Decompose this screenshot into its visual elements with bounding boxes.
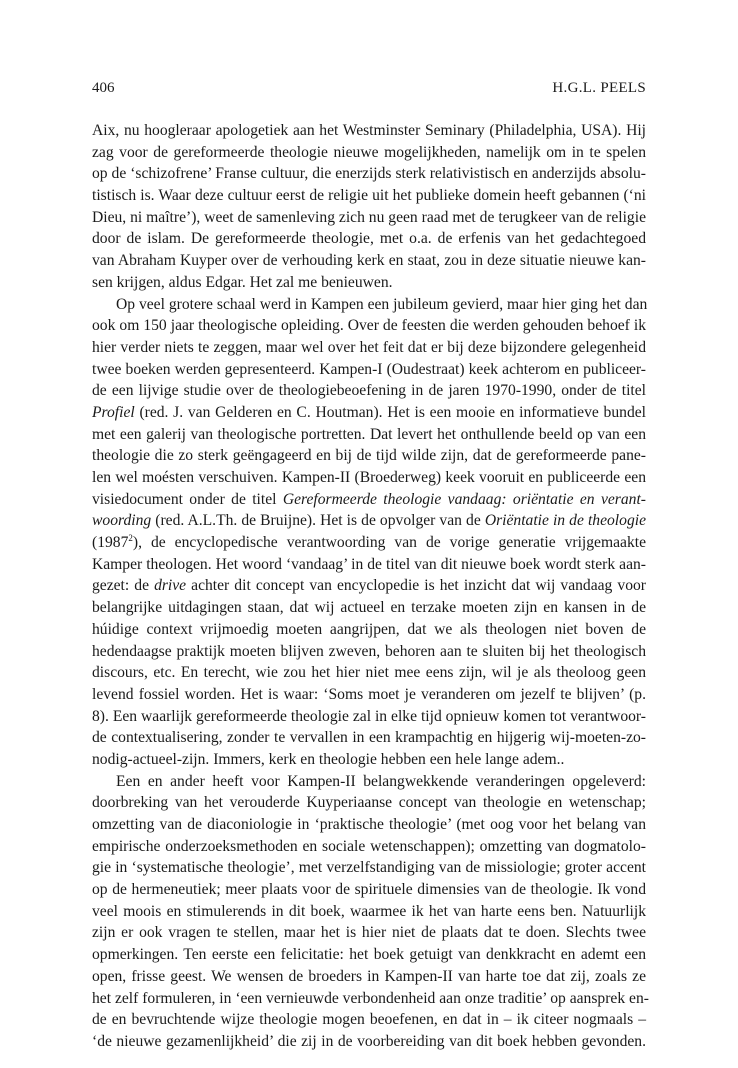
text-line: de en bevruchtende wijze theologie mogen beoefenen, en dat in – ik citeer nogmaals – xyxy=(92,1011,646,1029)
text-line xyxy=(92,532,646,554)
book-title-profiel: Profiel xyxy=(92,403,135,421)
text-line: sen krijgen, aldus Edgar. Het zal me benieuwen. xyxy=(92,273,393,291)
text-line xyxy=(92,510,646,532)
paragraph-first-line: Op veel grotere schaal werd in Kampen een jubileum gevierd, maar hier ging het dan xyxy=(116,295,648,313)
text-line: open, frisse geest. We wensen de broeders in Kampen-II van harte toe dat zij, zoals ze xyxy=(92,967,646,985)
text-line: zag voor de gereformeerde theologie nieuwe mogelijkheden, namelijk om in te spelen xyxy=(92,143,646,161)
text-line: veel moois en stimulerends in dit boek, waarmee ik het van harte eens ben. Natuurlijk xyxy=(92,902,646,920)
text-line: empirische onderzoeksmethoden en sociale wetenschappen); omzetting van dogmatolo- xyxy=(92,837,646,855)
text-line: op de ‘schizofrene’ Franse cultuur, die enerzijds sterk relativistisch en anderzijds absolu- xyxy=(92,165,646,183)
text-line: Aix, nu hoogleraar apologetiek aan het Westminster Seminary (Philadelphia, USA). Hij xyxy=(92,122,646,139)
book-title-orientatie: Oriëntatie in de theologie xyxy=(484,512,646,530)
text-line xyxy=(92,575,646,597)
text-line: het zelf formuleren, in ‘een vernieuwde verbondenheid aan onze traditie’ op aansprek en- xyxy=(92,989,649,1007)
text-line: ‘de nieuwe gezamenlijkheid’ die zij in de voorbereiding van dit boek hebben gevonden. xyxy=(92,1032,646,1050)
text-line: hedendaagse praktijk moeten blijven zweven, behoren aan te sluiten bij het theologisch xyxy=(92,642,646,660)
text-line: nodig-actueel-zijn. Immers, kerk en theologie hebben een hele lange adem.. xyxy=(92,750,565,768)
text-segment: (red. J. van Gelderen en C. Houtman). Het is een mooie en informatieve bundel xyxy=(134,403,646,421)
text-segment: gezet: de xyxy=(92,577,155,595)
edition-superscript: 2 xyxy=(128,533,133,544)
text-line: belangrijke uitdagingen staan, dat wij actueel en terzake moeten zijn en kansen in de xyxy=(92,599,646,617)
text-line: ook om 150 jaar theologische opleiding. Over de feesten die werden gehouden behoef ik xyxy=(92,317,646,335)
text-line: op de hermeneutiek; meer plaats voor de spirituele dimensies van de theologie. Ik vond xyxy=(92,881,646,899)
text-line: len wel moésten verschuiven. Kampen-II (Broederweg) keek vooruit en publiceerde een xyxy=(92,469,646,486)
text-line xyxy=(92,402,646,424)
page-number: 406 xyxy=(92,80,115,96)
text-line: de een lijvige studie over de theologiebeoefening in de jaren 1970-1990, onder de titel xyxy=(92,382,646,400)
text-line: opmerkingen. Ten eerste een felicitatie: het boek getuigt van denkkracht en ademt een xyxy=(92,946,646,964)
text-line: Kamper theologen. Het woord ‘vandaag’ in de titel van dit nieuwe boek wordt sterk aan- xyxy=(92,555,646,573)
text-segment: (red. A.L.Th. de Bruijne). Het is de opvolger van de xyxy=(151,512,485,530)
text-segment: achter dit concept van encyclopedie is het inzicht dat wij vandaag voor xyxy=(186,577,646,595)
text-line: theologie die zo sterk geëngageerd en bij de tijd wilde zijn, dat de gereformeerde pane- xyxy=(92,447,646,465)
text-line: discours, etc. En terecht, wie zou het hier niet mee eens zijn, wil je als theoloog geen xyxy=(92,664,646,682)
paragraph-first-line: Een en ander heeft voor Kampen-II belangwekkende veranderingen opgeleverd: xyxy=(116,772,646,790)
text-line: hier verder niets te zeggen, maar wel over het feit dat er bij deze bijzondere gelegenheid xyxy=(92,338,646,356)
text-line: omzetting van de diaconiologie in ‘praktische theologie’ (met oog voor het belang van xyxy=(92,816,646,833)
book-title-italic: woording xyxy=(92,512,152,530)
text-line: twee boeken werden gepresenteerd. Kampen-I (Oudestraat) keek achterom en publiceer- xyxy=(92,360,646,378)
text-line: 8). Een waarlijk gereformeerde theologie zal in elke tijd opnieuw komen tot verantwoor- xyxy=(92,707,646,725)
text-line: levend fossiel worden. Het is waar: ‘Soms moet je veranderen om jezelf te blijven’ (p. xyxy=(92,685,646,703)
text-line: tistisch is. Waar deze cultuur eerst de religie uit het publieke domein heeft gebannen (‘ni xyxy=(92,187,646,205)
text-line: zijn er ook vragen te stellen, maar het is hier niet de plaats dat te doen. Slechts twee xyxy=(92,924,646,942)
text-line: van Abraham Kuyper over de verhouding kerk en staat, zou in deze situatie nieuwe kan- xyxy=(92,252,646,270)
text-line: door de islam. De gereformeerde theologie, met o.a. de erfenis van het gedachtegoed xyxy=(92,230,646,248)
italic-word-drive: drive xyxy=(154,577,187,595)
running-head: H.G.L. PEELS xyxy=(552,80,646,96)
text-line: Dieu, ni maître’), weet de samenleving zich nu geen raad met de terugkeer van de religie xyxy=(92,208,646,226)
text-line: gie in ‘systematische theologie’, met verzelfstandiging van de missiologie; groter accent xyxy=(92,859,646,877)
text-segment: visiedocument onder de titel xyxy=(92,490,283,508)
text-line: doorbreking van het verouderde Kuyperiaanse concept van theologie en wetenschap; xyxy=(92,794,646,812)
text-line: de contextualisering, zonder te vervallen in een krampachtig en hijgerig wij-moeten-zo- xyxy=(92,729,646,747)
text-segment: (1987 xyxy=(92,534,129,552)
book-title-italic: Gereformeerde theologie vandaag: oriëntatie en verant- xyxy=(282,490,646,508)
text-line: met een galerij van theologische portretten. Dat levert het onthullende beeld op van een xyxy=(92,425,646,443)
text-line: húidige context vrijmoedig moeten aangrijpen, dat we als theologen niet boven de xyxy=(92,620,646,638)
body-text xyxy=(92,120,649,1053)
text-line xyxy=(92,489,646,511)
text-segment: ), de encyclopedische verantwoording van de vorige generatie vrijgemaakte xyxy=(132,534,646,552)
